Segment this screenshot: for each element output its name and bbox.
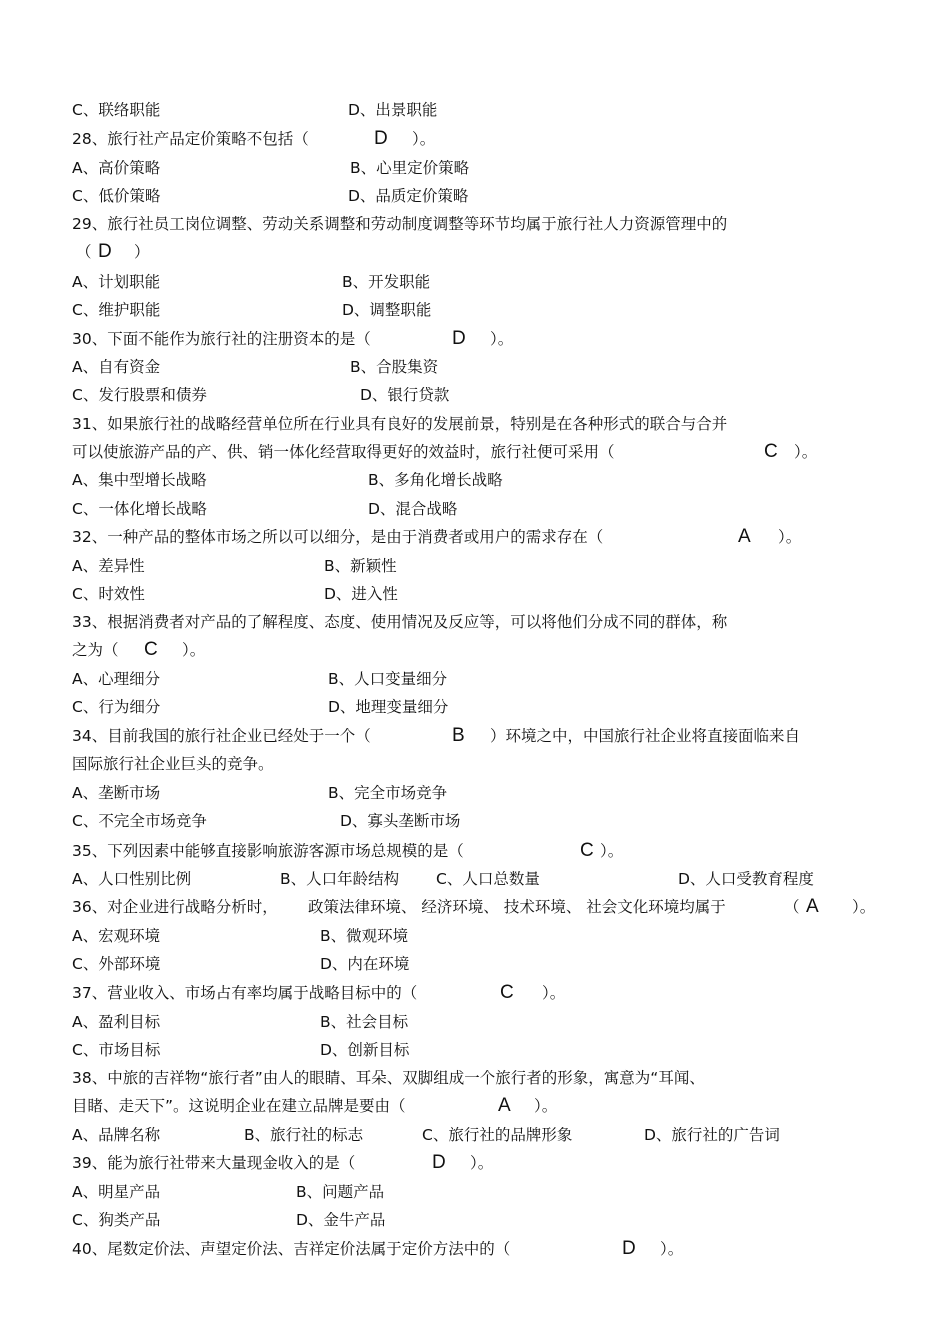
- question-text: 国际旅行社企业巨头的竞争。: [72, 755, 274, 773]
- option-a: A、高价策略: [72, 159, 161, 177]
- answer-letter: A: [498, 1095, 511, 1116]
- option-d: D、混合战略: [368, 500, 458, 518]
- question-end: ）。: [852, 898, 876, 916]
- option-a: A、垄断市场: [72, 784, 161, 802]
- question-text-cont: 政策法律环境、 经济环境、 技术环境、 社会文化环境均属于: [308, 898, 726, 916]
- question-text: 可以使旅游产品的产、供、销一体化经营取得更好的效益时，旅行社便可采用（: [72, 443, 615, 461]
- question-end: ）环境之中，中国旅行社企业将直接面临来自: [490, 727, 801, 745]
- option-d: D、品质定价策略: [348, 187, 469, 205]
- option-a: A、宏观环境: [72, 927, 161, 945]
- option-a: A、品牌名称: [72, 1126, 161, 1144]
- option-c: C、发行股票和债券: [72, 386, 207, 404]
- question-text: 38、中旅的吉祥物“旅行者”由人的眼睛、耳朵、双脚组成一个旅行者的形象，寓意为“耳闻、: [72, 1069, 705, 1087]
- question-text: 32、一种产品的整体市场之所以可以细分，是由于消费者或用户的需求存在（: [72, 528, 604, 546]
- option-d: D、金牛产品: [296, 1211, 386, 1229]
- option-d: D、出景职能: [348, 101, 438, 119]
- option-c: C、狗类产品: [72, 1211, 161, 1229]
- option-d: D、创新目标: [320, 1041, 410, 1059]
- option-d: D、寡头垄断市场: [340, 812, 461, 830]
- option-b: B、人口变量细分: [328, 670, 448, 688]
- answer-letter: C: [144, 639, 158, 660]
- option-c: C、一体化增长战略: [72, 500, 207, 518]
- option-b: B、新颖性: [324, 557, 397, 575]
- option-a: A、集中型增长战略: [72, 471, 207, 489]
- question-text: 29、旅行社员工岗位调整、劳动关系调整和劳动制度调整等环节均属于旅行社人力资源管理中的: [72, 215, 728, 233]
- option-a: A、心理细分: [72, 670, 161, 688]
- question-text: （: [76, 243, 92, 261]
- option-a: A、自有资金: [72, 358, 161, 376]
- question-text: 34、目前我国的旅行社企业已经处于一个（: [72, 727, 371, 745]
- question-text: 40、尾数定价法、声望定价法、吉祥定价法属于定价方法中的（: [72, 1240, 511, 1258]
- option-c: C、时效性: [72, 585, 145, 603]
- option-c: C、低价策略: [72, 187, 161, 205]
- option-b: B、开发职能: [342, 273, 431, 291]
- question-end: ）。: [412, 130, 436, 148]
- question-end: ）。: [470, 1154, 494, 1172]
- option-d: D、银行贷款: [360, 386, 450, 404]
- question-text: 37、营业收入、市场占有率均属于战略目标中的（: [72, 984, 418, 1002]
- question-text: 39、能为旅行社带来大量现金收入的是（: [72, 1154, 356, 1172]
- question-end: ）。: [660, 1240, 684, 1258]
- answer-letter: D: [98, 241, 112, 262]
- option-c: C、联络职能: [72, 101, 161, 119]
- answer-letter: C: [500, 982, 514, 1003]
- option-a: A、明星产品: [72, 1183, 161, 1201]
- option-a: A、盈利目标: [72, 1013, 161, 1031]
- question-text: 33、根据消费者对产品的了解程度、态度、使用情况及反应等，可以将他们分成不同的群体，称: [72, 613, 728, 631]
- question-end: ）。: [794, 443, 818, 461]
- option-d: D、内在环境: [320, 955, 410, 973]
- option-b: B、多角化增长战略: [368, 471, 503, 489]
- option-c: C、外部环境: [72, 955, 161, 973]
- option-d: D、调整职能: [342, 301, 432, 319]
- option-c: C、维护职能: [72, 301, 161, 319]
- question-end: ）。: [182, 641, 206, 659]
- question-text: 目睹、走天下”。这说明企业在建立品牌是要由（: [72, 1097, 406, 1115]
- option-b: B、社会目标: [320, 1013, 409, 1031]
- answer-letter: B: [452, 725, 465, 746]
- question-end: ）。: [600, 842, 624, 860]
- answer-letter: A: [806, 896, 819, 917]
- option-a: A、差异性: [72, 557, 145, 575]
- question-text: 31、如果旅行社的战略经营单位所在行业具有良好的发展前景，特别是在各种形式的联合与合并: [72, 415, 728, 433]
- option-b: B、心里定价策略: [350, 159, 470, 177]
- answer-letter: D: [622, 1238, 636, 1259]
- option-c: C、行为细分: [72, 698, 161, 716]
- question-end: ）: [134, 243, 150, 261]
- answer-letter: D: [452, 328, 466, 349]
- answer-letter: C: [580, 840, 594, 861]
- question-end: ）。: [778, 528, 802, 546]
- question-text: 28、旅行社产品定价策略不包括（: [72, 130, 309, 148]
- question-text: 30、下面不能作为旅行社的注册资本的是（: [72, 330, 371, 348]
- option-d: D、进入性: [324, 585, 398, 603]
- answer-letter: A: [738, 526, 751, 547]
- option-b: B、微观环境: [320, 927, 409, 945]
- option-b: B、问题产品: [296, 1183, 385, 1201]
- answer-letter: C: [764, 441, 778, 462]
- option-c: C、不完全市场竞争: [72, 812, 207, 830]
- option-b: B、合股集资: [350, 358, 439, 376]
- question-text: 36、对企业进行战略分析时，: [72, 898, 278, 916]
- option-c: C、市场目标: [72, 1041, 161, 1059]
- option-d: D、地理变量细分: [328, 698, 449, 716]
- option-d: D、旅行社的广告词: [644, 1126, 780, 1144]
- option-b: B、旅行社的标志: [244, 1126, 364, 1144]
- option-c: C、旅行社的品牌形象: [422, 1126, 573, 1144]
- question-open: （: [784, 898, 800, 916]
- question-end: ）。: [490, 330, 514, 348]
- answer-letter: D: [432, 1152, 446, 1173]
- option-a: A、计划职能: [72, 273, 161, 291]
- option-a: A、人口性别比例: [72, 870, 192, 888]
- question-end: ）。: [542, 984, 566, 1002]
- option-c: C、人口总数量: [436, 870, 540, 888]
- answer-letter: D: [374, 128, 388, 149]
- option-b: B、人口年龄结构: [280, 870, 400, 888]
- option-d: D、人口受教育程度: [678, 870, 814, 888]
- question-text: 之为（: [72, 641, 119, 659]
- question-text: 35、下列因素中能够直接影响旅游客源市场总规模的是（: [72, 842, 464, 860]
- option-b: B、完全市场竞争: [328, 784, 448, 802]
- question-end: ）。: [534, 1097, 558, 1115]
